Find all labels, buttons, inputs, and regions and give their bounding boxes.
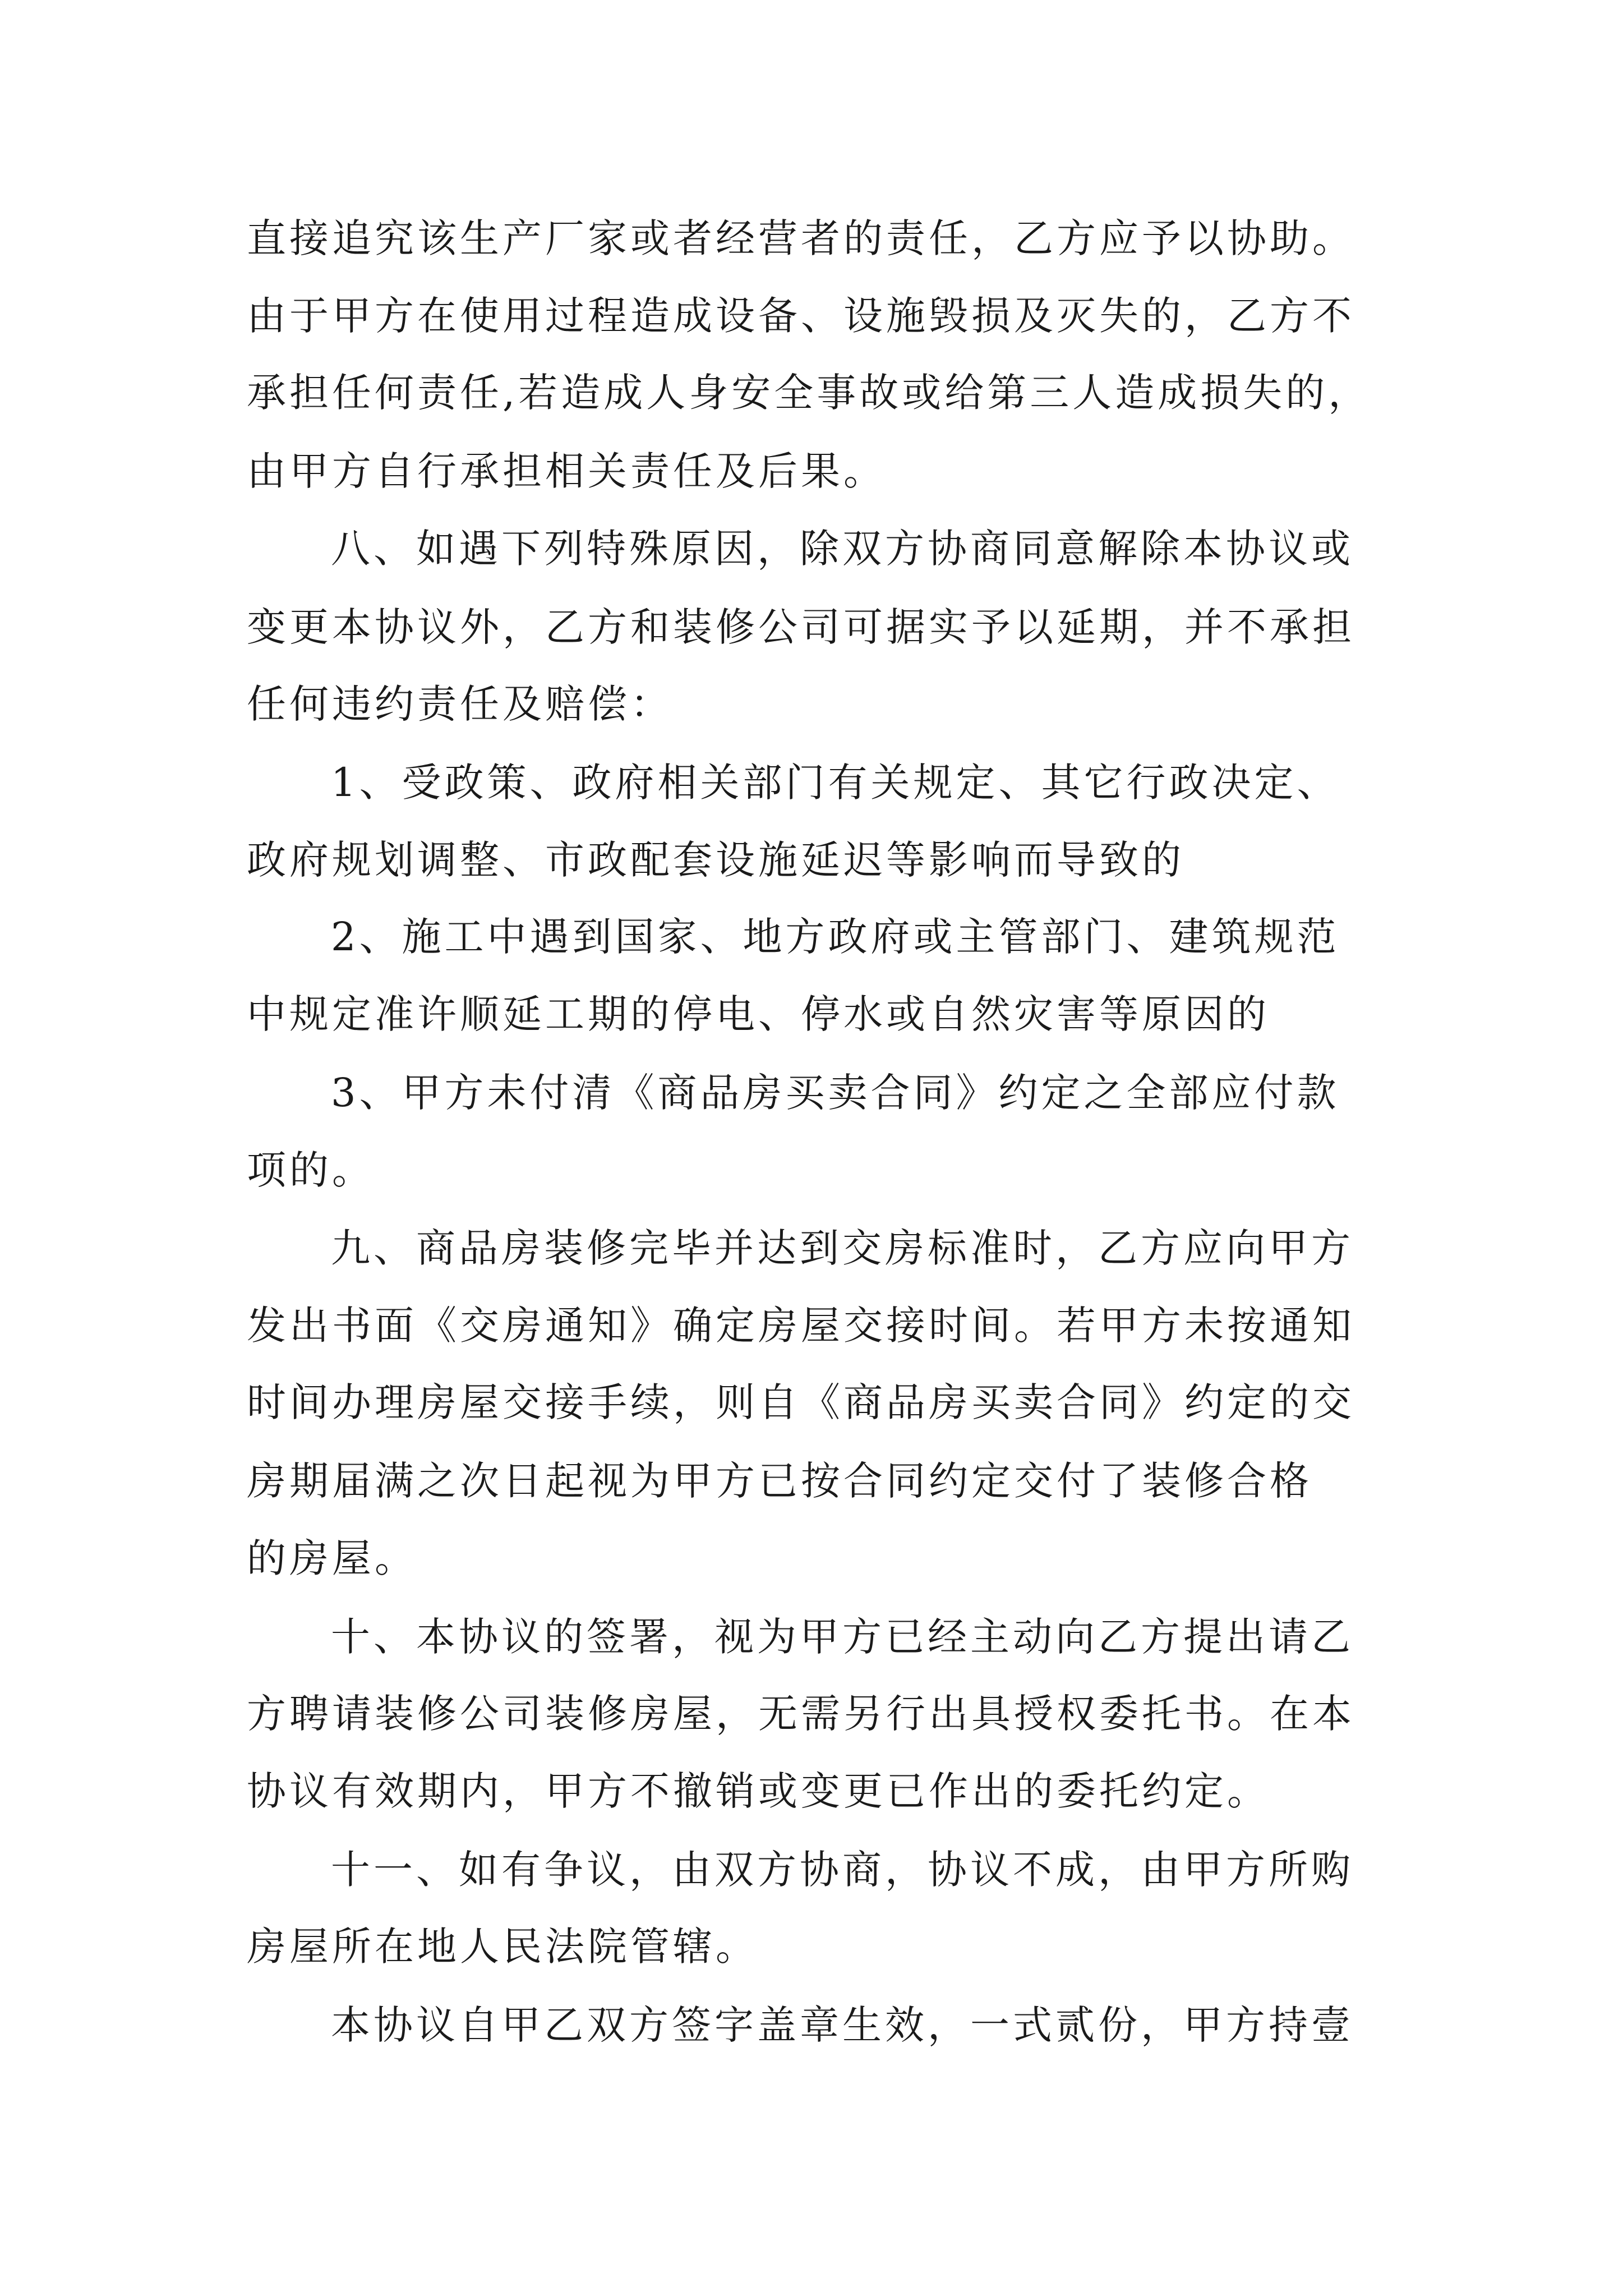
text-line: 承担任何责任,若造成人身安全事故或给第三人造成损失的， [247, 370, 1371, 416]
text-line: 3、甲方未付清《商品房买卖合同》约定之全部应付款 [331, 1070, 1340, 1116]
text-line: 政府规划调整、市政配套设施延迟等影响而导致的 [247, 837, 1184, 883]
text-line: 发出书面《交房通知》确定房屋交接时间。若甲方未按通知 [247, 1303, 1355, 1349]
text-line: 房屋所在地人民法院管辖。 [247, 1924, 758, 1970]
text-line: 时间办理房屋交接手续，则自《商品房买卖合同》约定的交 [247, 1379, 1355, 1425]
text-line: 九、商品房装修完毕并达到交房标准时，乙方应向甲方 [331, 1225, 1354, 1271]
text-line: 十、本协议的签署，视为甲方已经主动向乙方提出请乙 [331, 1614, 1354, 1660]
text-line: 协议有效期内，甲方不撤销或变更已作出的委托约定。 [247, 1768, 1270, 1814]
text-line: 本协议自甲乙双方签字盖章生效，一式贰份，甲方持壹 [331, 2002, 1354, 2048]
text-line: 中规定准许顺延工期的停电、停水或自然灾害等原因的 [247, 991, 1270, 1037]
text-line: 任何违约责任及赔偿： [247, 681, 673, 727]
text-line: 项的。 [247, 1147, 375, 1193]
text-line: 房期届满之次日起视为甲方已按合同约定交付了装修合格 [247, 1458, 1312, 1504]
text-line: 的房屋。 [247, 1535, 417, 1581]
text-line: 变更本协议外，乙方和装修公司可据实予以延期，并不承担 [247, 604, 1355, 650]
text-line: 2、施工中遇到国家、地方政府或主管部门、建筑规范 [331, 914, 1340, 960]
text-line: 八、如遇下列特殊原因，除双方协商同意解除本协议或 [331, 526, 1354, 572]
text-line: 由于甲方在使用过程造成设备、设施毁损及灭失的，乙方不 [247, 293, 1355, 339]
text-line: 直接追究该生产厂家或者经营者的责任，乙方应予以协助。 [247, 215, 1355, 261]
text-line: 方聘请装修公司装修房屋，无需另行出具授权委托书。在本 [247, 1691, 1355, 1737]
text-line: 由甲方自行承担相关责任及后果。 [247, 448, 886, 494]
text-line: 1、受政策、政府相关部门有关规定、其它行政决定、 [331, 760, 1340, 806]
text-line: 十一、如有争议，由双方协商，协议不成，由甲方所购 [331, 1847, 1354, 1893]
